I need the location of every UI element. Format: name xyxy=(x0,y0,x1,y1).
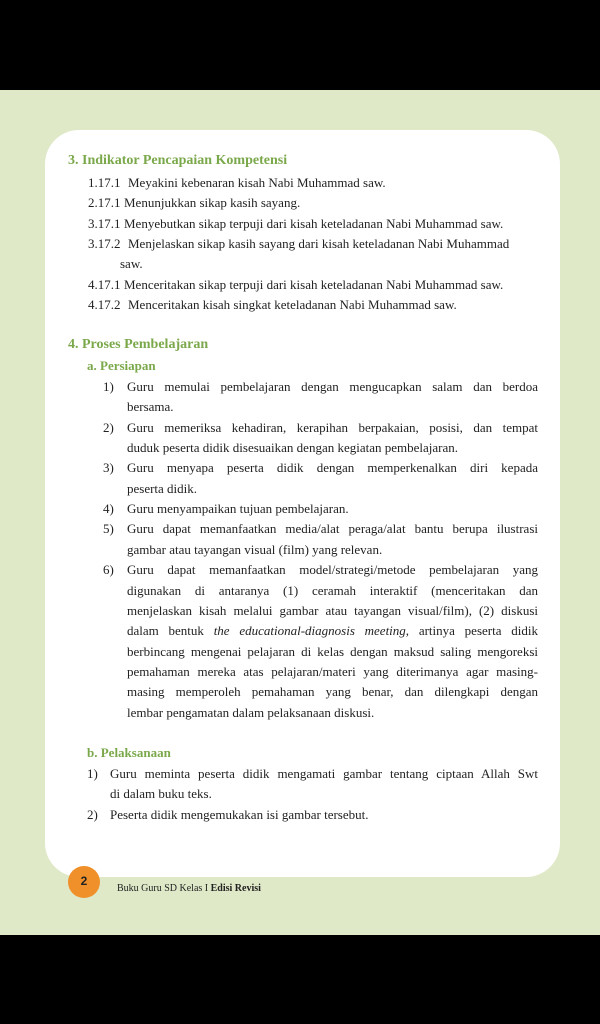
indicator-text: Menceritakan sikap terpuji dari kisah keteladanan Nabi Muhammad saw. xyxy=(124,276,504,292)
list-line: Guru memeriksa kehadiran, kerapihan berpakaian, posisi, dan tempat xyxy=(127,419,538,435)
list-line: di dalam buku teks. xyxy=(110,786,212,802)
indicator-text: Meyakini kebenaran kisah Nabi Muhammad saw. xyxy=(128,175,386,190)
list-line: duduk peserta didik disesuaikan dengan kegiatan pembelajaran. xyxy=(127,440,459,456)
list-number: 3) xyxy=(103,460,114,476)
edition-label: Edisi Revisi xyxy=(210,883,261,894)
indicator-text: Menyebutkan sikap terpuji dari kisah keteladanan Nabi Muhammad saw. xyxy=(124,215,504,231)
list-line: Peserta didik mengemukakan isi gambar tersebut. xyxy=(110,806,369,822)
list-line: lembar pengamatan dalam pelaksanaan diskusi. xyxy=(127,704,375,720)
indicator-text: Menceritakan kisah singkat keteladanan Nabi Muhammad saw. xyxy=(128,297,457,313)
list-line: Guru dapat memanfaatkan model/strategi/metode pembelajaran yang xyxy=(127,562,538,578)
italic-term: the educational-diagnosis meeting, xyxy=(213,623,410,639)
indicator-code: 4.17.1 xyxy=(88,276,121,292)
indicator-code: 3.17.2 xyxy=(88,236,121,252)
indicator-code: 2.17.1 xyxy=(88,195,121,211)
list-line: bersama. xyxy=(127,399,174,415)
footer-text xyxy=(117,883,261,894)
page-number-badge: 2 xyxy=(68,866,100,898)
list-number: 5) xyxy=(103,521,114,537)
list-text: dalam bentuk xyxy=(127,623,214,639)
section-3-heading: 3. Indikator Pencapaian Kompetensi xyxy=(68,153,288,168)
subsection-a-heading: a. Persiapan xyxy=(87,358,156,373)
list-line: Guru menyampaikan tujuan pembelajaran. xyxy=(127,501,349,517)
list-line: berbincang mengenai pelajaran di kelas dengan maksud saling mengoreksi xyxy=(127,643,538,659)
book-title: Buku Guru SD Kelas I xyxy=(117,883,209,894)
list-line: Guru memulai pembelajaran dengan mengucapkan salam dan berdoa xyxy=(127,379,538,394)
list-line: Guru dapat memanfaatkan media/alat peraga/alat bantu berupa ilustrasi xyxy=(127,521,538,537)
list-line: peserta didik. xyxy=(127,480,198,496)
list-line: digunakan di antaranya (1) ceramah interaktif (menceritakan dan xyxy=(127,582,538,598)
list-line xyxy=(127,623,538,639)
indicator-text: saw. xyxy=(120,256,143,272)
list-number: 1) xyxy=(87,766,98,781)
list-number: 6) xyxy=(103,562,114,578)
list-line: pemahaman mereka atas pelajaran/materi yang diterimanya agar masing- xyxy=(127,663,538,679)
indicator-code: 4.17.2 xyxy=(88,297,121,313)
subsection-b-heading: b. Pelaksanaan xyxy=(87,745,171,760)
indicator-code: 1.17.1 xyxy=(88,175,121,190)
indicator-code: 3.17.1 xyxy=(88,215,121,231)
list-number: 2) xyxy=(87,806,98,822)
list-line: Guru menyapa peserta didik dengan memperkenalkan diri kepada xyxy=(127,460,538,476)
indicator-text: Menunjukkan sikap kasih sayang. xyxy=(124,195,301,211)
list-number: 1) xyxy=(103,379,114,394)
list-number: 4) xyxy=(103,501,114,517)
list-line: masing memperoleh pemahaman yang benar, dan dilengkapi dengan xyxy=(127,684,538,700)
list-line: gambar atau tayangan visual (film) yang relevan. xyxy=(127,541,383,557)
list-line: menjelaskan kisah melalui gambar atau tayangan visual/film), (2) diskusi xyxy=(127,602,538,618)
indicator-text: Menjelaskan sikap kasih sayang dari kisah keteladanan Nabi Muhammad xyxy=(128,236,510,252)
section-4-heading: 4. Proses Pembelajaran xyxy=(68,337,209,352)
list-number: 2) xyxy=(103,419,114,435)
list-text: artinya peserta didik xyxy=(409,623,538,639)
list-line: Guru meminta peserta didik mengamati gambar tentang ciptaan Allah Swt xyxy=(110,766,538,781)
